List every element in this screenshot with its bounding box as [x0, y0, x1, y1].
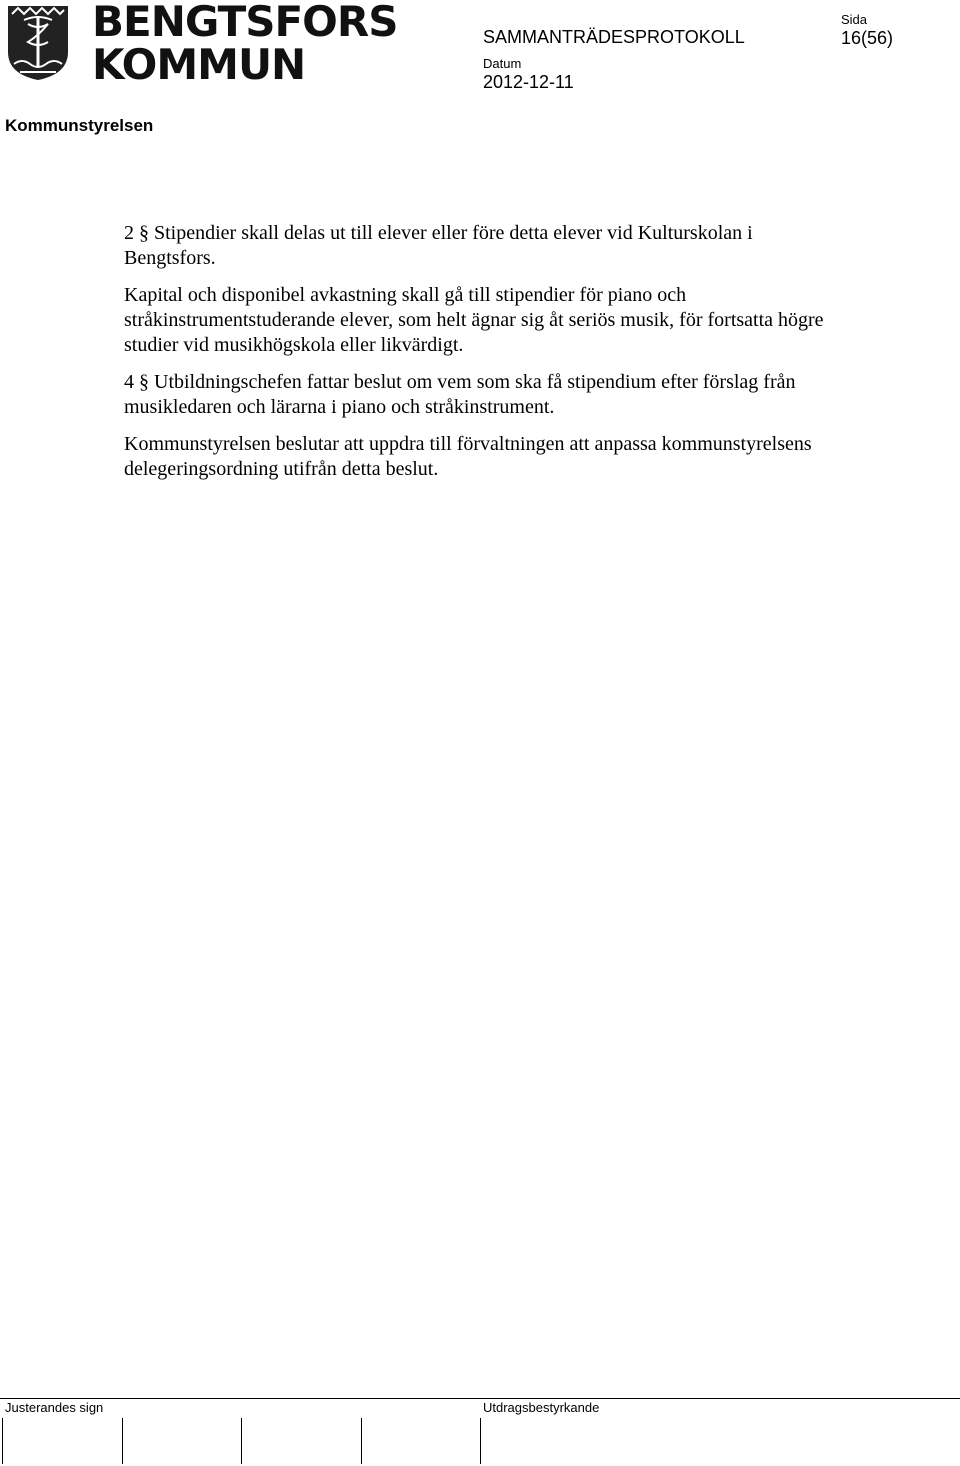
date-label: Datum: [483, 56, 522, 71]
page-label: Sida: [841, 12, 868, 27]
protocol-content: [124, 221, 824, 494]
paragraph-stipend-recipients: 2 § Stipendier skall delas ut till elever eller före detta elever vid Kulturskolan i Bengtsfors.: [124, 222, 753, 269]
document-type: SAMMANTRÄDESPROTOKOLL: [483, 27, 745, 47]
signature-box-divider: [241, 1418, 242, 1464]
footer-divider: [0, 1398, 960, 1399]
municipality-wordmark: [92, 0, 398, 89]
page-number: 16(56): [841, 28, 894, 48]
wordmark-line-2: KOMMUN: [92, 40, 306, 89]
paragraph-decision: Kommunstyrelsen beslutar att uppdra till förvaltningen att anpassa kommunstyrelsens delegeringsordning utifrån detta beslut.: [124, 433, 812, 480]
justerandes-sign-label: Justerandes sign: [5, 1400, 104, 1415]
date-value: 2012-12-11: [483, 72, 574, 92]
signature-box-divider: [480, 1418, 481, 1464]
municipality-shield-logo: [6, 4, 70, 82]
paragraph-decision-maker: 4 § Utbildningschefen fattar beslut om vem som ska få stipendium efter förslag från musikledaren och lärarna i piano och stråkinstrument.: [124, 371, 796, 418]
wordmark-line-1: BENGTSFORS: [92, 0, 398, 46]
signature-box-divider: [2, 1418, 3, 1464]
utdragsbestyrkande-label: Utdragsbestyrkande: [483, 1400, 600, 1415]
committee-name: Kommunstyrelsen: [5, 116, 154, 135]
signature-box-divider: [122, 1418, 123, 1464]
paragraph-capital-use: Kapital och disponibel avkastning skall gå till stipendier för piano och stråkinstrumentstuderande elever, som helt ägnar sig åt seriös musik, för fortsatta högre studier vid musikhögskola eller likvärdigt.: [124, 284, 824, 356]
signature-box-divider: [361, 1418, 362, 1464]
